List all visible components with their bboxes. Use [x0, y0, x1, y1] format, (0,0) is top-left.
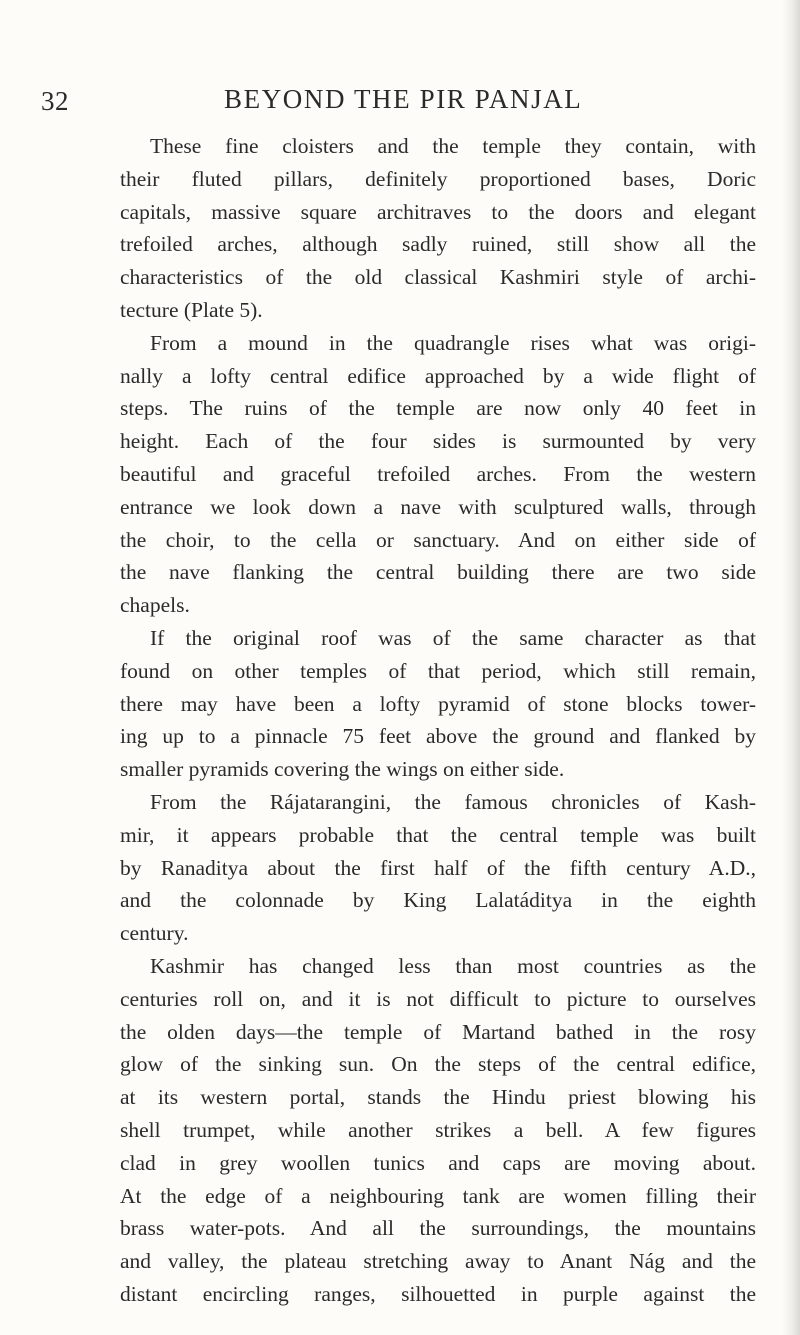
text-line: height. Each of the four sides is surmounted by very	[120, 429, 756, 454]
page-edge-shadow	[782, 0, 800, 1335]
text-line: beautiful and graceful trefoiled arches. From the western	[120, 461, 756, 486]
text-line: shell trumpet, while another strikes a bell. A few figures	[120, 1117, 756, 1142]
text-line: characteristics of the old classical Kashmiri style of archi-	[120, 265, 756, 290]
text-line: Kashmir has changed less than most countries as the	[150, 953, 756, 978]
text-line: ing up to a pinnacle 75 feet above the ground and flanked by	[120, 724, 756, 749]
text-line: These fine cloisters and the temple they contain, with	[150, 134, 756, 158]
text-line: distant encircling ranges, silhouetted in purple against the	[120, 1281, 756, 1306]
text-line: From the Rájatarangini, the famous chronicles of Kash-	[150, 789, 756, 814]
text-line: their fluted pillars, definitely proportioned bases, Doric	[120, 166, 756, 191]
text-line: mir, it appears probable that the central temple was built	[120, 822, 756, 847]
text-line: and the colonnade by King Lalatáditya in the eighth	[120, 888, 756, 913]
text-line: chapels.	[120, 593, 190, 618]
page-number: 32	[41, 86, 69, 116]
text-line: trefoiled arches, although sadly ruined, still show all the	[120, 232, 756, 257]
text-line: and valley, the plateau stretching away to Anant Nág and the	[120, 1249, 756, 1274]
text-line: the olden days—the temple of Martand bathed in the rosy	[120, 1019, 756, 1044]
text-line: the nave flanking the central building there are two side	[120, 560, 756, 585]
text-line: steps. The ruins of the temple are now only 40 feet in	[120, 396, 756, 421]
text-line: If the original roof was of the same character as that	[150, 625, 756, 650]
text-line: century.	[120, 921, 189, 946]
text-line: at its western portal, stands the Hindu priest blowing his	[120, 1085, 756, 1110]
text-line: glow of the sinking sun. On the steps of the central edifice,	[120, 1052, 756, 1077]
text-line: by Ranaditya about the first half of the fifth century A.D.,	[120, 855, 756, 880]
running-head: BEYOND THE PIR PANJAL	[224, 84, 583, 114]
text-line: the choir, to the cella or sanctuary. And on either side of	[120, 527, 756, 552]
text-line: tecture (Plate 5).	[120, 297, 263, 322]
text-line: At the edge of a neighbouring tank are women filling their	[120, 1183, 756, 1208]
text-line: From a mound in the quadrangle rises what was origi-	[150, 330, 756, 355]
text-line: entrance we look down a nave with sculptured walls, through	[120, 494, 756, 519]
text-line: centuries roll on, and it is not difficult to picture to ourselves	[120, 986, 756, 1011]
text-line: nally a lofty central edifice approached by a wide flight of	[120, 363, 756, 388]
text-line: brass water-pots. And all the surroundings, the mountains	[120, 1216, 756, 1241]
text-line: there may have been a lofty pyramid of stone blocks tower-	[120, 691, 756, 716]
text-line: capitals, massive square architraves to the doors and elegant	[120, 199, 756, 224]
body-text	[120, 130, 756, 1311]
text-line: clad in grey woollen tunics and caps are moving about.	[120, 1150, 756, 1175]
text-line: found on other temples of that period, which still remain,	[120, 658, 756, 683]
text-line: smaller pyramids covering the wings on either side.	[120, 757, 565, 782]
